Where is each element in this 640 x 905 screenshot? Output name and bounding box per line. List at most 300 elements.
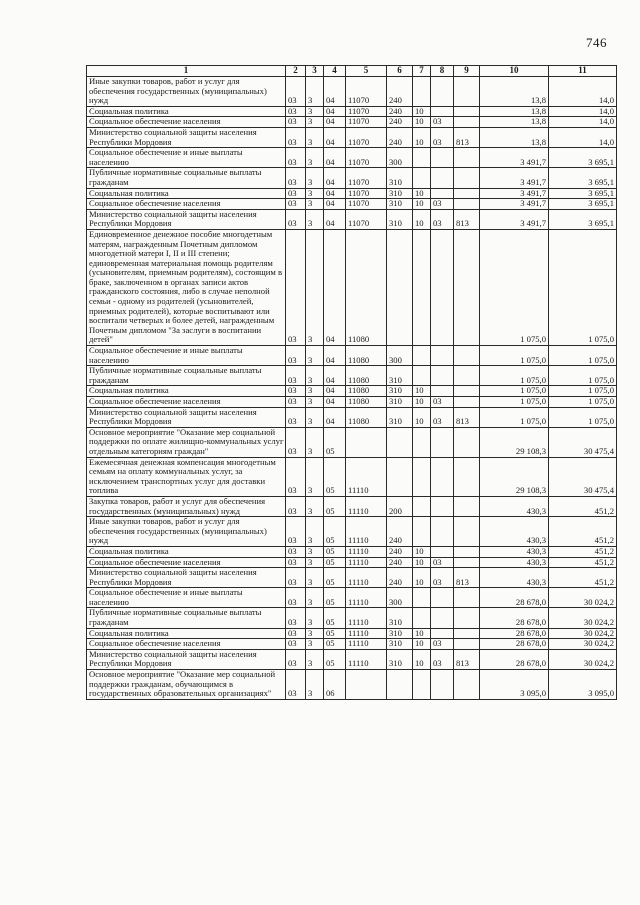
col-11-amount-cell: 14,0 [549,106,617,117]
col-7-cell: 10 [413,188,431,199]
col-5-cell: 11070 [346,148,387,168]
col-5-cell: 11080 [346,386,387,397]
col-6-cell: 240 [387,568,413,588]
col-3-cell: 3 [306,496,324,516]
col-9-cell [454,346,480,366]
col-8-cell: 03 [431,639,454,650]
col-8-cell [431,457,454,496]
col-8-cell [431,386,454,397]
col-2-cell: 03 [286,649,306,669]
col-11-amount-cell: 30 024,2 [549,628,617,639]
col-5-cell: 11070 [346,168,387,188]
col-11-amount-cell: 30 024,2 [549,588,617,608]
col-5-cell: 11110 [346,557,387,568]
col-3-cell: 3 [306,670,324,700]
col-7-cell: 10 [413,199,431,210]
col-8-cell [431,546,454,557]
col-8-cell: 03 [431,568,454,588]
col-6-cell: 240 [387,517,413,547]
table-row [87,517,617,547]
row-name-cell: Публичные нормативные социальные выплаты гражданам [87,608,286,628]
col-9-cell [454,670,480,700]
col-2-cell: 03 [286,568,306,588]
col-8-cell: 03 [431,649,454,669]
col-3-cell: 3 [306,188,324,199]
col-8-cell [431,608,454,628]
col-7-cell: 10 [413,407,431,427]
header-cell: 7 [413,66,431,77]
col-2-cell: 03 [286,77,306,107]
col-4-cell: 05 [324,517,346,547]
col-2-cell: 03 [286,386,306,397]
col-4-cell: 04 [324,148,346,168]
col-8-cell [431,427,454,457]
header-cell: 3 [306,66,324,77]
col-5-cell: 11110 [346,588,387,608]
col-5-cell: 11080 [346,397,387,408]
table-row [87,188,617,199]
col-2-cell: 03 [286,397,306,408]
col-2-cell: 03 [286,517,306,547]
table-row [87,209,617,229]
col-5-cell: 11070 [346,188,387,199]
col-9-cell: 813 [454,127,480,147]
col-10-amount-cell: 13,8 [480,77,549,107]
col-6-cell: 240 [387,77,413,107]
col-3-cell: 3 [306,427,324,457]
col-6-cell: 310 [387,199,413,210]
table-row [87,397,617,408]
col-10-amount-cell: 28 678,0 [480,608,549,628]
col-6-cell [387,670,413,700]
col-10-amount-cell: 1 075,0 [480,386,549,397]
col-9-cell [454,366,480,386]
col-4-cell: 04 [324,168,346,188]
col-10-amount-cell: 3 095,0 [480,670,549,700]
col-2-cell: 03 [286,588,306,608]
col-2-cell: 03 [286,127,306,147]
table-row [87,546,617,557]
col-9-cell [454,386,480,397]
col-10-amount-cell: 3 491,7 [480,188,549,199]
col-6-cell: 310 [387,209,413,229]
col-4-cell: 04 [324,209,346,229]
col-11-amount-cell: 3 695,1 [549,199,617,210]
col-11-amount-cell: 1 075,0 [549,229,617,345]
col-10-amount-cell: 1 075,0 [480,397,549,408]
col-6-cell: 310 [387,366,413,386]
col-6-cell [387,229,413,345]
col-3-cell: 3 [306,127,324,147]
col-4-cell: 05 [324,557,346,568]
col-10-amount-cell: 430,3 [480,557,549,568]
col-7-cell [413,168,431,188]
col-6-cell: 240 [387,117,413,128]
table-row [87,106,617,117]
col-9-cell [454,588,480,608]
col-8-cell [431,106,454,117]
col-10-amount-cell: 1 075,0 [480,229,549,345]
col-8-cell [431,188,454,199]
col-6-cell: 240 [387,546,413,557]
col-9-cell [454,397,480,408]
col-4-cell: 05 [324,608,346,628]
col-7-cell: 10 [413,386,431,397]
col-11-amount-cell: 1 075,0 [549,407,617,427]
col-7-cell: 10 [413,117,431,128]
col-2-cell: 03 [286,188,306,199]
col-10-amount-cell: 28 678,0 [480,588,549,608]
row-name-cell: Основное мероприятие "Оказание мер социальной поддержки по оплате жилищно-коммунальных услуг отдельным категориям граждан" [87,427,286,457]
col-11-amount-cell: 451,2 [549,496,617,516]
col-2-cell: 03 [286,639,306,650]
col-10-amount-cell: 1 075,0 [480,346,549,366]
col-4-cell: 04 [324,346,346,366]
col-8-cell [431,588,454,608]
col-10-amount-cell: 3 491,7 [480,168,549,188]
table-row [87,366,617,386]
col-10-amount-cell: 430,3 [480,568,549,588]
row-name-cell: Социальное обеспечение населения [87,117,286,128]
header-cell: 2 [286,66,306,77]
table-row [87,148,617,168]
col-3-cell: 3 [306,517,324,547]
table-row [87,199,617,210]
table-row [87,608,617,628]
col-7-cell: 10 [413,106,431,117]
col-4-cell: 04 [324,106,346,117]
col-9-cell [454,517,480,547]
col-6-cell: 310 [387,397,413,408]
col-5-cell: 11110 [346,608,387,628]
col-2-cell: 03 [286,229,306,345]
header-cell: 10 [480,66,549,77]
row-name-cell: Социальная политика [87,386,286,397]
col-6-cell: 240 [387,106,413,117]
col-2-cell: 03 [286,557,306,568]
col-7-cell [413,496,431,516]
col-7-cell: 10 [413,649,431,669]
table-row [87,346,617,366]
col-10-amount-cell: 28 678,0 [480,639,549,650]
col-10-amount-cell: 29 108,3 [480,427,549,457]
table-row [87,427,617,457]
col-7-cell [413,608,431,628]
row-name-cell: Министерство социальной защиты населения Республики Мордовия [87,127,286,147]
col-11-amount-cell: 3 095,0 [549,670,617,700]
col-10-amount-cell: 430,3 [480,546,549,557]
col-2-cell: 03 [286,199,306,210]
col-8-cell: 03 [431,397,454,408]
col-10-amount-cell: 430,3 [480,517,549,547]
col-9-cell [454,148,480,168]
header-cell: 1 [87,66,286,77]
row-name-cell: Социальная политика [87,188,286,199]
table-row [87,670,617,700]
col-6-cell: 240 [387,557,413,568]
col-10-amount-cell: 3 491,7 [480,199,549,210]
col-5-cell: 11110 [346,639,387,650]
col-4-cell: 05 [324,457,346,496]
col-7-cell: 10 [413,546,431,557]
col-3-cell: 3 [306,588,324,608]
col-8-cell [431,366,454,386]
col-11-amount-cell: 1 075,0 [549,346,617,366]
row-name-cell: Закупка товаров, работ и услуг для обеспечения государственных (муниципальных) нужд [87,496,286,516]
col-2-cell: 03 [286,148,306,168]
row-name-cell: Социальное обеспечение и иные выплаты населению [87,346,286,366]
col-8-cell: 03 [431,117,454,128]
col-10-amount-cell: 1 075,0 [480,366,549,386]
col-2-cell: 03 [286,427,306,457]
col-2-cell: 03 [286,608,306,628]
row-name-cell: Социальная политика [87,106,286,117]
col-9-cell [454,106,480,117]
header-cell: 11 [549,66,617,77]
col-10-amount-cell: 3 491,7 [480,209,549,229]
row-name-cell: Публичные нормативные социальные выплаты гражданам [87,168,286,188]
col-11-amount-cell: 3 695,1 [549,209,617,229]
col-4-cell: 04 [324,117,346,128]
col-4-cell: 05 [324,588,346,608]
table-row [87,117,617,128]
row-name-cell: Иные закупки товаров, работ и услуг для обеспечения государственных (муниципальных) нужд [87,517,286,547]
col-11-amount-cell: 3 695,1 [549,188,617,199]
col-9-cell [454,199,480,210]
col-6-cell: 300 [387,588,413,608]
col-2-cell: 03 [286,346,306,366]
col-4-cell: 04 [324,407,346,427]
col-11-amount-cell: 30 024,2 [549,649,617,669]
col-9-cell [454,168,480,188]
page-number: 746 [586,35,607,50]
col-7-cell: 10 [413,568,431,588]
col-9-cell [454,188,480,199]
col-5-cell [346,427,387,457]
col-9-cell [454,457,480,496]
col-8-cell [431,517,454,547]
col-10-amount-cell: 1 075,0 [480,407,549,427]
col-6-cell: 310 [387,188,413,199]
col-9-cell [454,117,480,128]
col-2-cell: 03 [286,168,306,188]
col-11-amount-cell: 3 695,1 [549,168,617,188]
col-8-cell [431,77,454,107]
col-7-cell: 10 [413,209,431,229]
row-name-cell: Социальная политика [87,546,286,557]
col-5-cell: 11070 [346,199,387,210]
header-cell: 9 [454,66,480,77]
row-name-cell: Социальное обеспечение и иные выплаты населению [87,588,286,608]
header-cell: 8 [431,66,454,77]
header-cell: 4 [324,66,346,77]
table-row [87,77,617,107]
col-4-cell: 05 [324,546,346,557]
col-5-cell: 11110 [346,546,387,557]
col-8-cell [431,628,454,639]
col-6-cell: 310 [387,407,413,427]
col-8-cell: 03 [431,127,454,147]
col-6-cell: 200 [387,496,413,516]
col-7-cell: 10 [413,557,431,568]
col-5-cell: 11110 [346,649,387,669]
col-3-cell: 3 [306,199,324,210]
col-5-cell: 11110 [346,457,387,496]
row-name-cell: Министерство социальной защиты населения Республики Мордовия [87,407,286,427]
col-6-cell: 310 [387,649,413,669]
col-7-cell: 10 [413,628,431,639]
col-10-amount-cell: 13,8 [480,117,549,128]
col-2-cell: 03 [286,407,306,427]
col-8-cell: 03 [431,209,454,229]
col-7-cell [413,588,431,608]
table-row [87,407,617,427]
col-7-cell [413,229,431,345]
table-row [87,568,617,588]
col-6-cell: 310 [387,168,413,188]
col-6-cell: 310 [387,639,413,650]
col-9-cell [454,496,480,516]
col-2-cell: 03 [286,117,306,128]
col-8-cell [431,168,454,188]
col-6-cell: 300 [387,148,413,168]
col-7-cell [413,77,431,107]
row-name-cell: Единовременное денежное пособие многодетным матерям, награжденным Почетным дипломом многодетной матери I, II и III степени; единовременная материальная помощь родителям (усыновителям, приемным родителям), состоящим в браке, заключенном в органах записи актов гражданского состояния, либо в случае неполной семьи - одному из родителей (усыновителей, приемных родителей), которые воспитывают или воспитали четверых и более детей, награжденным Почетным дипломом "За заслуги в воспитании детей" [87,229,286,345]
col-11-amount-cell: 30 024,2 [549,608,617,628]
col-3-cell: 3 [306,628,324,639]
col-11-amount-cell: 451,2 [549,546,617,557]
col-3-cell: 3 [306,397,324,408]
col-3-cell: 3 [306,457,324,496]
col-9-cell [454,557,480,568]
col-4-cell: 05 [324,639,346,650]
row-name-cell: Социальное обеспечение населения [87,557,286,568]
col-7-cell [413,366,431,386]
header-cell: 5 [346,66,387,77]
row-name-cell: Социальное обеспечение населения [87,199,286,210]
col-4-cell: 05 [324,496,346,516]
col-8-cell [431,346,454,366]
col-5-cell: 11080 [346,366,387,386]
table-row [87,649,617,669]
col-8-cell: 03 [431,407,454,427]
col-11-amount-cell: 1 075,0 [549,386,617,397]
col-4-cell: 04 [324,229,346,345]
col-7-cell [413,427,431,457]
col-9-cell [454,77,480,107]
col-9-cell: 813 [454,568,480,588]
col-7-cell: 10 [413,639,431,650]
col-8-cell [431,670,454,700]
col-8-cell: 03 [431,199,454,210]
table-row [87,628,617,639]
col-4-cell: 05 [324,568,346,588]
col-5-cell: 11080 [346,229,387,345]
col-3-cell: 3 [306,386,324,397]
col-8-cell: 03 [431,557,454,568]
col-11-amount-cell: 14,0 [549,127,617,147]
col-3-cell: 3 [306,557,324,568]
col-6-cell: 300 [387,346,413,366]
col-5-cell: 11070 [346,209,387,229]
col-8-cell [431,229,454,345]
row-name-cell: Социальное обеспечение населения [87,397,286,408]
col-3-cell: 3 [306,649,324,669]
col-3-cell: 3 [306,608,324,628]
table-row [87,127,617,147]
col-11-amount-cell: 1 075,0 [549,366,617,386]
row-name-cell: Социальное обеспечение и иные выплаты населению [87,148,286,168]
col-7-cell: 10 [413,397,431,408]
col-2-cell: 03 [286,106,306,117]
col-5-cell: 11080 [346,407,387,427]
col-4-cell: 06 [324,670,346,700]
col-11-amount-cell: 30 475,4 [549,457,617,496]
col-4-cell: 05 [324,628,346,639]
col-5-cell: 11110 [346,496,387,516]
table-row [87,386,617,397]
row-name-cell: Иные закупки товаров, работ и услуг для обеспечения государственных (муниципальных) нужд [87,77,286,107]
col-10-amount-cell: 13,8 [480,106,549,117]
col-6-cell: 310 [387,608,413,628]
row-name-cell: Социальная политика [87,628,286,639]
col-5-cell: 11070 [346,127,387,147]
col-5-cell: 11110 [346,628,387,639]
col-2-cell: 03 [286,628,306,639]
col-3-cell: 3 [306,77,324,107]
col-5-cell: 11110 [346,517,387,547]
table-row [87,588,617,608]
col-4-cell: 04 [324,397,346,408]
col-9-cell [454,546,480,557]
col-9-cell [454,608,480,628]
row-name-cell: Публичные нормативные социальные выплаты гражданам [87,366,286,386]
col-10-amount-cell: 28 678,0 [480,649,549,669]
col-4-cell: 04 [324,77,346,107]
row-name-cell: Социальное обеспечение населения [87,639,286,650]
col-4-cell: 04 [324,386,346,397]
table-row [87,557,617,568]
col-10-amount-cell: 3 491,7 [480,148,549,168]
col-11-amount-cell: 14,0 [549,77,617,107]
col-3-cell: 3 [306,106,324,117]
col-2-cell: 03 [286,209,306,229]
col-9-cell [454,229,480,345]
col-5-cell: 11070 [346,106,387,117]
table-row [87,229,617,345]
col-6-cell: 310 [387,628,413,639]
table-row [87,168,617,188]
col-3-cell: 3 [306,568,324,588]
table-row [87,639,617,650]
col-10-amount-cell: 13,8 [480,127,549,147]
col-4-cell: 04 [324,366,346,386]
col-3-cell: 3 [306,366,324,386]
col-11-amount-cell: 14,0 [549,117,617,128]
col-2-cell: 03 [286,496,306,516]
table-row [87,496,617,516]
col-3-cell: 3 [306,229,324,345]
col-3-cell: 3 [306,117,324,128]
col-2-cell: 03 [286,670,306,700]
col-9-cell [454,628,480,639]
col-2-cell: 03 [286,546,306,557]
col-11-amount-cell: 3 695,1 [549,148,617,168]
col-4-cell: 04 [324,188,346,199]
row-name-cell: Министерство социальной защиты населения Республики Мордовия [87,209,286,229]
col-6-cell [387,427,413,457]
budget-table [86,65,617,700]
